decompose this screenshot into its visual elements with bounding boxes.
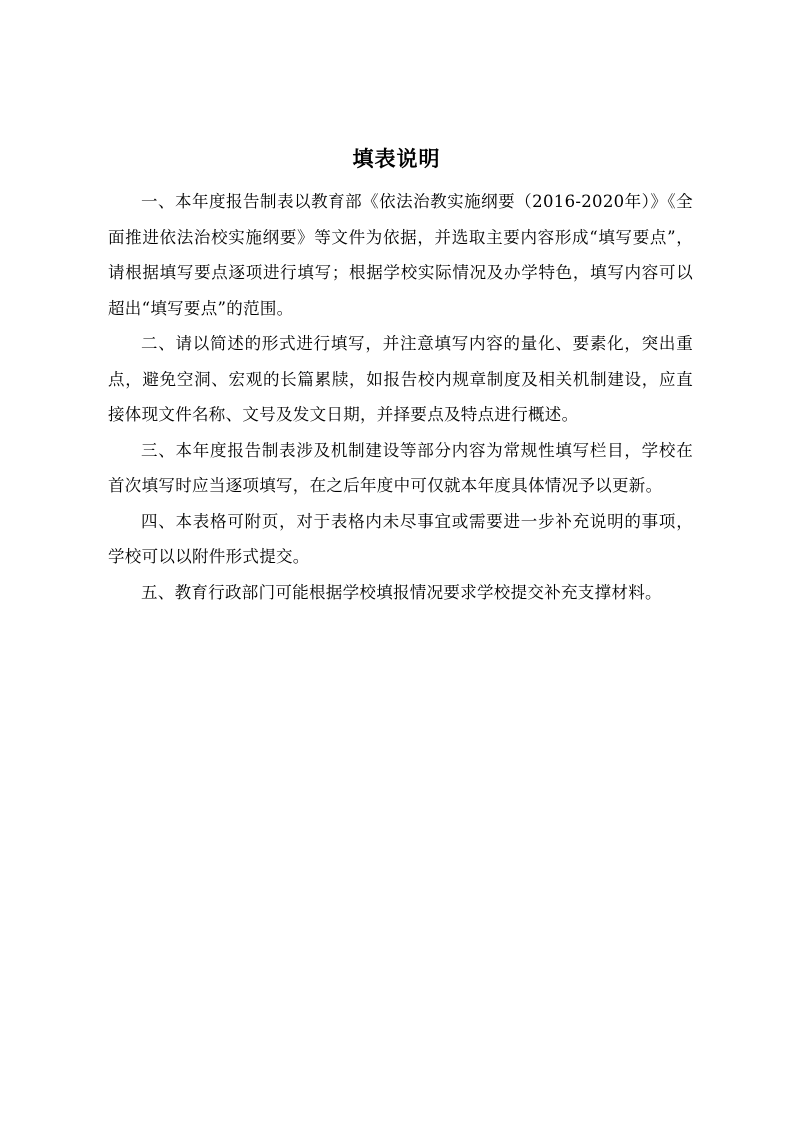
instruction-paragraph-3: 三、本年度报告制表涉及机制建设等部分内容为常规性填写栏目，学校在首次填写时应当逐项填写，在之后年度中可仅就本年度具体情况予以更新。 [108,440,693,495]
instruction-paragraph-5: 五、教育行政部门可能根据学校填报情况要求学校提交补充支撑材料。 [141,582,662,602]
page-title: 填表说明 [352,147,441,171]
instruction-paragraph-2: 二、请以简述的形式进行填写，并注意填写内容的量化、要素化，突出重点，避免空洞、宏观的长篇累牍，如报告校内规章制度及相关机制建设，应直接体现文件名称、文号及发文日期，并择要点及特点进行概述。 [108,334,693,424]
instructions-body [108,184,693,610]
instruction-paragraph-4: 四、本表格可附页，对于表格内未尽事宜或需要进一步补充说明的事项，学校可以以附件形式提交。 [108,511,693,566]
instruction-paragraph-1: 一、本年度报告制表以教育部《依法治教实施纲要（2016-2020年）》《全面推进依法治校实施纲要》等文件为依据，并选取主要内容形成“填写要点”，请根据填写要点逐项进行填写；根据学校实际情况及办学特色，填写内容可以超出“填写要点”的范围。 [108,192,693,318]
